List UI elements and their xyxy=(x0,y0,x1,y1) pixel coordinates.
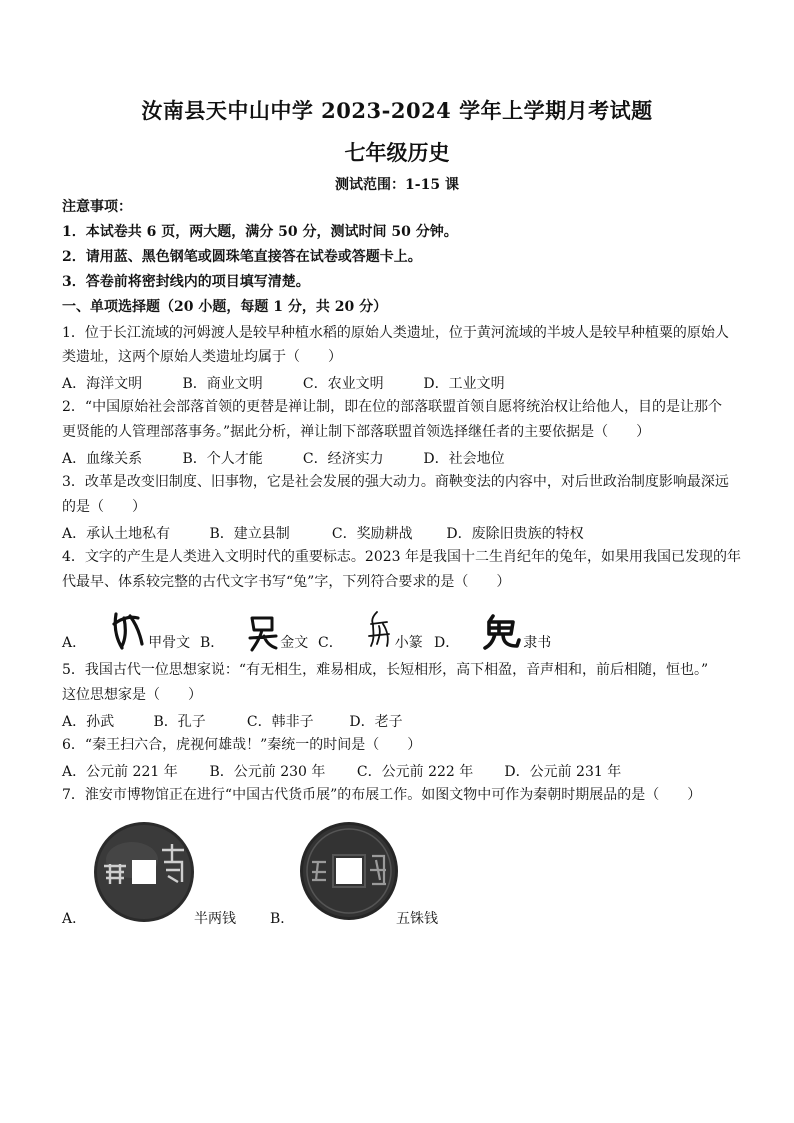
option-a[interactable]: A．公元前 221 年 xyxy=(62,764,178,780)
option-d[interactable]: D．社会地位 xyxy=(423,451,505,467)
question-2-text: 更贤能的人管理部落事务。”据此分析，禅让制下部落联盟首领选择继任者的主要依据是（ ） xyxy=(62,424,651,440)
question-3-options xyxy=(62,523,584,543)
option-b[interactable]: B．公元前 230 年 xyxy=(209,764,326,780)
option-c[interactable]: C．奖励耕战 xyxy=(331,526,413,542)
oracle-bone-rabbit-glyph-icon xyxy=(108,604,148,652)
question-6-text: 6．“秦王扫六合，虎视何雄哉！”秦统一的时间是（ ） xyxy=(62,737,422,753)
option-a[interactable]: A．孙武 xyxy=(62,714,115,730)
option-d[interactable]: D．废除旧贵族的特权 xyxy=(446,526,584,542)
test-scope: 测试范围：1-15 课 xyxy=(335,177,459,193)
option-d[interactable]: D． 隶书 xyxy=(434,612,551,652)
question-2-text: 2．“中国原始社会部落首领的更替是禅让制，即在位的部落联盟首领自愿将统治权让给他人，目的是让那个 xyxy=(62,399,723,415)
option-c[interactable]: C．韩非子 xyxy=(246,714,314,730)
clerical-rabbit-glyph-icon xyxy=(481,612,523,652)
question-6-options xyxy=(62,761,621,781)
banliang-coin-image-icon xyxy=(92,820,196,924)
section-heading: 一、单项选择题（20 小题，每题 1 分，共 20 分） xyxy=(62,299,388,315)
option-a[interactable]: A．血缘关系 xyxy=(62,451,143,467)
question-5-text: 5．我国古代一位思想家说：“有无相生，难易相成，长短相形，高下相盈，音声相和，前后相随，恒也。” xyxy=(62,662,709,678)
question-3-text: 的是（ ） xyxy=(62,499,146,515)
exam-subtitle: 七年级历史 xyxy=(344,140,450,165)
note-item: 3．答卷前将密封线内的项目填写清楚。 xyxy=(62,274,310,290)
option-a-label: 半两钱 xyxy=(194,911,236,927)
option-a[interactable]: A．海洋文明 xyxy=(62,376,143,392)
wuzhu-coin-image-icon xyxy=(298,820,400,922)
question-4-options xyxy=(62,600,742,652)
question-4-text: 代最早、体系较完整的古代文字书写“兔”字，下列符合要求的是（ ） xyxy=(62,574,511,590)
question-1-text: 1．位于长江流域的河姆渡人是较早种植水稻的原始人类遗址，位于黄河流域的半坡人是较早种植粟的原始人 xyxy=(62,325,729,341)
question-2-options xyxy=(62,448,505,468)
bronze-rabbit-glyph-icon xyxy=(246,612,280,652)
option-d[interactable]: D．老子 xyxy=(349,714,403,730)
question-7-text: 7．淮安市博物馆正在进行“中国古代货币展”的布展工作。如图文物中可作为秦朝时期展品的是（ ） xyxy=(62,787,702,803)
question-7-options xyxy=(62,820,742,930)
option-a[interactable]: A．承认土地私有 xyxy=(62,526,171,542)
option-c[interactable]: C． 小篆 xyxy=(318,608,423,652)
option-a[interactable]: A． 甲骨文 xyxy=(62,604,190,652)
option-c[interactable]: C．农业文明 xyxy=(302,376,384,392)
option-b[interactable]: B． 金文 xyxy=(200,612,308,652)
question-3-text: 3．改革是改变旧制度、旧事物，它是社会发展的强大动力。商鞅变法的内容中，对后世政治制度影响最深远 xyxy=(62,474,729,490)
option-b[interactable]: B．个人才能 xyxy=(182,451,263,467)
note-item: 1．本试卷共 6 页，两大题，满分 50 分，测试时间 50 分钟。 xyxy=(62,224,458,240)
option-b[interactable]: B．孔子 xyxy=(153,714,206,730)
option-b[interactable]: B．商业文明 xyxy=(182,376,263,392)
exam-title: 汝南县天中山中学 2023-2024 学年上学期月考试题 xyxy=(141,98,653,123)
question-1-text: 类遗址，这两个原始人类遗址均属于（ ） xyxy=(62,349,342,365)
option-c[interactable]: C．经济实力 xyxy=(302,451,384,467)
option-d[interactable]: D．工业文明 xyxy=(423,376,505,392)
notes-heading: 注意事项： xyxy=(62,199,132,215)
option-b[interactable]: B．建立县制 xyxy=(209,526,290,542)
question-5-options xyxy=(62,711,403,731)
note-item: 2．请用蓝、黑色钢笔或圆珠笔直接答在试卷或答题卡上。 xyxy=(62,249,422,265)
question-4-text: 4．文字的产生是人类进入文明时代的重要标志。2023 年是我国十二生肖纪年的兔年，如果用我国已发现的年 xyxy=(62,549,741,565)
option-a-letter[interactable]: A． xyxy=(62,911,87,927)
question-1-options xyxy=(62,373,505,393)
option-b-label: 五铢钱 xyxy=(396,911,438,927)
question-5-text: 这位思想家是（ ） xyxy=(62,687,202,703)
option-b-letter[interactable]: B． xyxy=(270,911,295,927)
option-d[interactable]: D．公元前 231 年 xyxy=(504,764,622,780)
small-seal-rabbit-glyph-icon xyxy=(365,608,395,652)
option-c[interactable]: C．公元前 222 年 xyxy=(356,764,474,780)
